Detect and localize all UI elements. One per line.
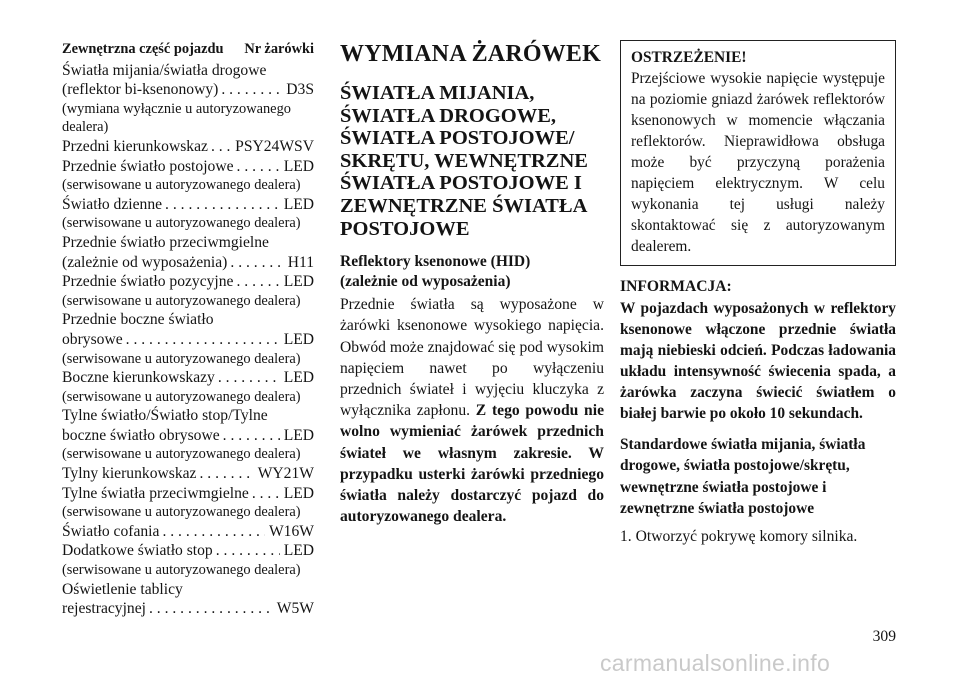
bulb-entry <box>62 484 314 522</box>
dot-leader <box>236 272 279 292</box>
bulb-entry <box>62 233 314 272</box>
section-heading: ŚWIATŁA MIJANIA, ŚWIATŁA DROGOWE, ŚWIATŁA POSTOJOWE/ SKRĘTU, WEWNĘTRZNE ŚWIATŁA POSTOJOWE I ZEWNĘTRZNE ŚWIATŁA POSTOJOWE <box>340 82 588 240</box>
bulb-entry <box>62 272 314 310</box>
warning-box <box>620 40 896 266</box>
bulb-entry-label: Światło dzienne <box>62 195 163 213</box>
right-column <box>620 40 896 546</box>
bulb-entry-row <box>62 464 314 484</box>
bulb-entry-row <box>62 157 314 177</box>
bulb-entry <box>62 195 314 233</box>
dot-leader <box>218 368 280 388</box>
dot-leader <box>237 157 280 177</box>
bulb-table <box>62 40 314 619</box>
bulb-entry-note: (serwisowane u autoryzowanego dealera) <box>62 562 301 579</box>
bulb-entry-row <box>62 80 314 100</box>
bulb-entry-row <box>62 137 314 157</box>
bulb-entry-label: Przedni kierunkowskaz <box>62 137 208 155</box>
subheading <box>340 252 604 291</box>
bulb-entry <box>62 137 314 157</box>
watermark: carmanualsonline.info <box>600 650 831 676</box>
xenon-paragraph <box>340 294 604 527</box>
bulb-entry-label: (reflektor bi-ksenonowy) <box>62 81 219 99</box>
info-title: INFORMACJA: <box>620 278 732 295</box>
bulb-entry-note: (serwisowane u autoryzowanego dealera) <box>62 446 301 463</box>
bulb-entry <box>62 464 314 484</box>
bulb-number: LED <box>283 542 314 560</box>
bulb-entry-row <box>62 522 314 542</box>
bulb-table-header <box>62 40 314 60</box>
bulb-entry <box>62 406 314 464</box>
bulb-entry-label: Przednie światło postojowe <box>62 157 234 175</box>
bulb-entries <box>62 61 314 619</box>
dot-leader <box>199 464 253 484</box>
bulb-number: LED <box>283 330 314 348</box>
bulb-entry-label: rejestracyjnej <box>62 600 146 618</box>
bulb-entry <box>62 580 314 619</box>
bulb-entry-label: Przednie światło pozycyjne <box>62 273 234 291</box>
bulb-entry-note: (serwisowane u autoryzowanego dealera) <box>62 350 301 367</box>
bulb-entry-line: Przednie światło przeciwmgielne <box>62 233 269 251</box>
dot-leader <box>211 137 231 157</box>
bulb-number: LED <box>283 273 314 291</box>
header-part: Zewnętrzna część pojazdu <box>62 41 224 57</box>
bulb-number: LED <box>283 484 314 502</box>
bulb-entry-note: (serwisowane u autoryzowanego dealera) <box>62 504 301 521</box>
dot-leader <box>221 80 282 100</box>
bulb-entry-row <box>62 368 314 388</box>
bulb-number: D3S <box>286 81 314 99</box>
bulb-entry <box>62 310 314 368</box>
warning-body: Przejściowe wysokie napięcie występuje na poziomie gniazd żarówek reflektorów ksenonowych w momencie włączania reflektorów. Nieprawidłowa obsługa może być przyczyną porażenia napięciem elektrycznym. W celu wykonania tej usługi należy skontaktować się z autoryzowanym dealerem. <box>631 70 885 255</box>
bulb-entry-note: (wymiana wyłącznie u autoryzowanego <box>62 100 291 117</box>
bulb-number: WY21W <box>257 465 314 483</box>
bulb-entry <box>62 541 314 579</box>
dot-leader <box>165 195 280 215</box>
bulb-entry-row <box>62 484 314 504</box>
dot-leader <box>252 484 280 504</box>
bulb-entry-note: dealera) <box>62 119 109 136</box>
bulb-entry-row <box>62 272 314 292</box>
dot-leader <box>162 522 265 542</box>
xenon-paragraph-text: Przednie światła są wyposażone w żarówki ksenonowe wysokiego napięcia. Obwód może znajdować się pod wysokim napięciem nawet po wyłączeniu przednich świateł i wyjęciu kluczyka z wyłącznika zapłonu. <box>340 296 604 420</box>
bulb-entry <box>62 157 314 195</box>
page-title: WYMIANA ŻARÓWEK <box>340 41 602 67</box>
bulb-entry-label: boczne światło obrysowe <box>62 426 220 444</box>
dot-leader <box>223 426 280 446</box>
bulb-entry-note: (serwisowane u autoryzowanego dealera) <box>62 215 301 232</box>
bulb-entry-row <box>62 330 314 350</box>
bulb-entry-label: Dodatkowe światło stop <box>62 542 213 560</box>
subheading-line-2: (zależnie od wyposażenia) <box>340 272 511 290</box>
bulb-entry-row <box>62 253 314 273</box>
bulb-entry <box>62 368 314 406</box>
bulb-number: W5W <box>276 600 314 618</box>
info-body: W pojazdach wyposażonych w reflektory ksenonowe włączone przednie światła mają niebieski odcień. Podczas ładowania układu intensywność świecenia spada, a żarówka zaczyna świecić światłem o białej barwie po około 10 sekundach. <box>620 300 896 422</box>
bulb-entry-label: Tylny kierunkowskaz <box>62 465 197 483</box>
bulb-entry <box>62 61 314 137</box>
bulb-entry-line: Tylne światło/Światło stop/Tylne <box>62 407 268 425</box>
dot-leader <box>230 253 283 273</box>
bulb-number: W16W <box>268 522 314 540</box>
standard-lights-heading: Standardowe światła mijania, światła drogowe, światła postojowe/skrętu, wewnętrzne światła postojowe i zewnętrzne światła postojowe <box>620 436 866 518</box>
bulb-entry-row <box>62 426 314 446</box>
bulb-number: PSY24WSV <box>235 137 314 155</box>
bulb-entry-label: obrysowe <box>62 330 123 348</box>
bulb-number: LED <box>283 426 314 444</box>
xenon-paragraph-bold: Z tego powodu nie wolno wymieniać żarówek przednich świateł we własnym zakresie. W przypadku usterki żarówki przedniego światła należy dostarczyć pojazd do autoryzowanego dealera. <box>340 402 604 526</box>
bulb-number: LED <box>283 369 314 387</box>
header-bulb-no: Nr żarówki <box>244 41 314 57</box>
bulb-entry-label: Boczne kierunkowskazy <box>62 369 215 387</box>
bulb-entry-label: (zależnie od wyposażenia) <box>62 253 228 271</box>
bulb-entry-line: Oświetlenie tablicy <box>62 580 183 598</box>
main-column <box>340 40 604 527</box>
bulb-entry-note: (serwisowane u autoryzowanego dealera) <box>62 292 301 309</box>
warning-title: OSTRZEŻENIE! <box>631 49 747 66</box>
bulb-entry-row <box>62 195 314 215</box>
bulb-entry-label: Światło cofania <box>62 522 160 540</box>
bulb-entry-row <box>62 541 314 561</box>
bulb-number: LED <box>283 195 314 213</box>
bulb-entry-line: Przednie boczne światło <box>62 311 214 329</box>
step-1: 1. Otworzyć pokrywę komory silnika. <box>620 527 858 545</box>
page-number: 309 <box>872 628 896 645</box>
bulb-entry-row <box>62 599 314 619</box>
dot-leader <box>149 599 273 619</box>
bulb-entry-label: Tylne światła przeciwmgielne <box>62 484 249 502</box>
bulb-entry-line: Światła mijania/światła drogowe <box>62 61 267 79</box>
subheading-line-1: Reflektory ksenonowe (HID) <box>340 253 531 271</box>
bulb-number: LED <box>283 157 314 175</box>
bulb-entry-note: (serwisowane u autoryzowanego dealera) <box>62 177 301 194</box>
bulb-entry-note: (serwisowane u autoryzowanego dealera) <box>62 388 301 405</box>
dot-leader <box>126 330 280 350</box>
dot-leader <box>216 541 280 561</box>
bulb-entry <box>62 522 314 542</box>
bulb-number: H11 <box>287 253 314 271</box>
